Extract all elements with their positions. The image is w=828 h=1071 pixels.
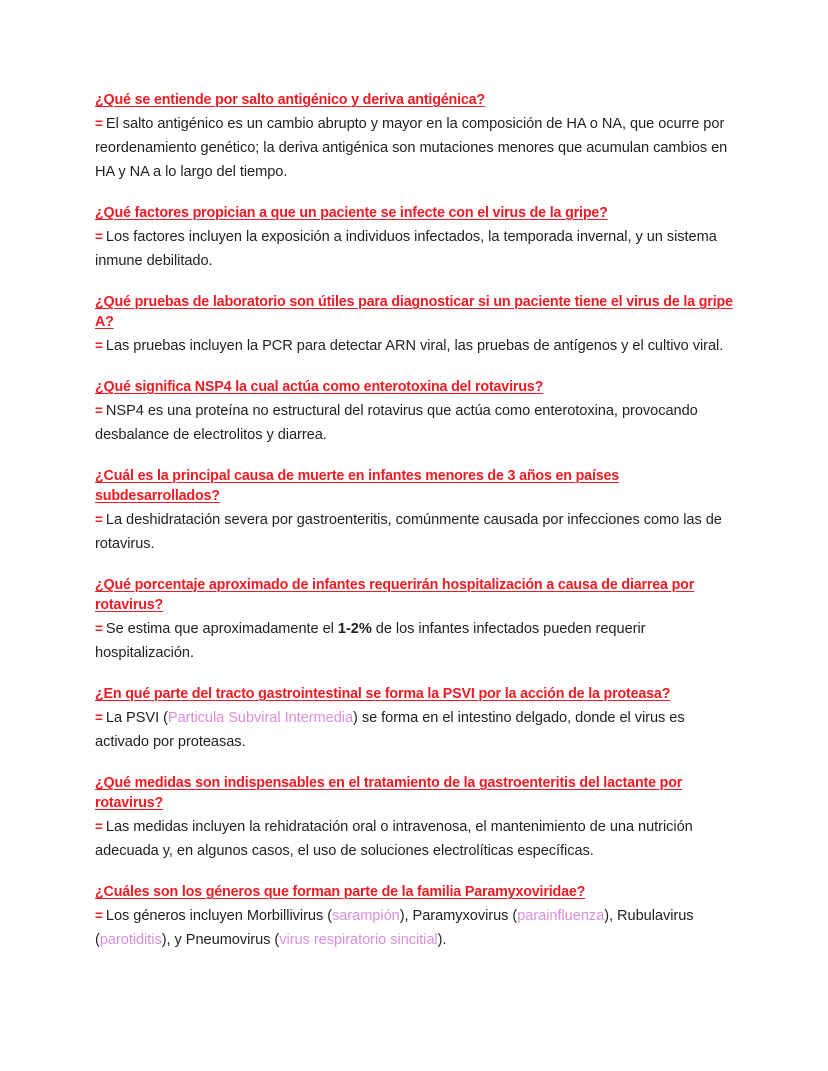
question-heading: ¿En qué parte del tracto gastrointestinal se forma la PSVI por la acción de la proteasa? — [95, 686, 671, 702]
question-heading: ¿Cuál es la principal causa de muerte en infantes menores de 3 años en países subdesarrollados? — [95, 468, 620, 504]
question-heading: ¿Qué porcentaje aproximado de infantes requerirán hospitalización a causa de diarrea por rotavirus? — [95, 577, 695, 613]
equals-bullet: = — [95, 403, 103, 418]
answer-fragment: ) se forma en el intestino delgado, donde el virus es activado por proteasas. — [95, 710, 685, 750]
qa-block — [95, 466, 735, 556]
highlighted-term: Particula Subviral Intermedia — [167, 710, 354, 726]
answer-fragment: NSP4 es una proteína no estructural del rotavirus que actúa como enterotoxina, provocando desbalance de electrolitos y diarrea. — [95, 403, 698, 443]
qa-block — [95, 292, 735, 358]
answer-text — [95, 617, 735, 665]
equals-bullet: = — [95, 512, 103, 527]
emphasized-value: 1-2% — [337, 621, 372, 637]
question-heading: ¿Qué factores propician a que un paciente se infecte con el virus de la gripe? — [95, 205, 608, 221]
answer-fragment: ), Paramyxovirus ( — [399, 908, 518, 924]
answer-fragment: ), Rubulavirus ( — [95, 908, 694, 948]
answer-fragment: ), y Pneumovirus ( — [161, 932, 280, 948]
highlighted-term: sarampión — [332, 908, 400, 924]
equals-bullet: = — [95, 116, 103, 131]
qa-block — [95, 90, 735, 184]
answer-text — [95, 225, 735, 273]
answer-fragment: Los factores incluyen la exposición a individuos infectados, la temporada invernal, y un sistema inmune debilitado. — [95, 229, 717, 269]
equals-bullet: = — [95, 621, 103, 636]
question-heading: ¿Qué significa NSP4 la cual actúa como enterotoxina del rotavirus? — [95, 379, 544, 395]
highlighted-term: parotiditis — [99, 932, 162, 948]
question-heading: ¿Qué se entiende por salto antigénico y deriva antigénica? — [95, 92, 485, 108]
answer-fragment: Se estima que aproximadamente el — [105, 621, 338, 637]
equals-bullet: = — [95, 338, 103, 353]
qa-block — [95, 882, 735, 952]
question-heading: ¿Qué medidas son indispensables en el tratamiento de la gastroenteritis del lactante por rotavirus? — [95, 775, 683, 811]
answer-fragment: La deshidratación severa por gastroenteritis, comúnmente causada por infecciones como las de rotavirus. — [95, 512, 722, 552]
answer-text — [95, 706, 735, 754]
answer-text — [95, 815, 735, 863]
answer-fragment: Las medidas incluyen la rehidratación oral o intravenosa, el mantenimiento de una nutrición adecuada y, en algunos casos, el uso de soluciones electrolíticas específicas. — [95, 819, 693, 859]
answer-fragment: Las pruebas incluyen la PCR para detectar ARN viral, las pruebas de antígenos y el cultivo viral. — [105, 338, 724, 354]
equals-bullet: = — [95, 819, 103, 834]
qa-block — [95, 575, 735, 665]
highlighted-term: parainfluenza — [517, 908, 605, 924]
answer-fragment: de los infantes infectados pueden requerir hospitalización. — [95, 621, 646, 661]
answer-fragment: La PSVI ( — [105, 710, 168, 726]
question-heading: ¿Cuáles son los géneros que forman parte de la familia Paramyxoviridae? — [95, 884, 586, 900]
answer-text — [95, 334, 735, 358]
highlighted-term: virus respiratorio sincitial — [279, 932, 438, 948]
equals-bullet: = — [95, 229, 103, 244]
qa-list — [95, 90, 735, 952]
answer-text — [95, 904, 735, 952]
qa-block — [95, 684, 735, 754]
answer-text — [95, 112, 735, 184]
qa-block — [95, 203, 735, 273]
answer-text — [95, 399, 735, 447]
answer-fragment: ). — [437, 932, 447, 948]
qa-block — [95, 773, 735, 863]
equals-bullet: = — [95, 908, 103, 923]
qa-block — [95, 377, 735, 447]
question-heading: ¿Qué pruebas de laboratorio son útiles para diagnosticar si un paciente tiene el virus de la gripe A? — [95, 294, 733, 330]
answer-text — [95, 508, 735, 556]
answer-fragment: El salto antigénico es un cambio abrupto y mayor en la composición de HA o NA, que ocurre por reordenamiento genético; la deriva antigénica son mutaciones menores que acumulan cambios en HA y NA a lo largo del tiempo. — [95, 116, 728, 180]
answer-fragment: Los géneros incluyen Morbillivirus ( — [105, 908, 333, 924]
equals-bullet: = — [95, 710, 103, 725]
